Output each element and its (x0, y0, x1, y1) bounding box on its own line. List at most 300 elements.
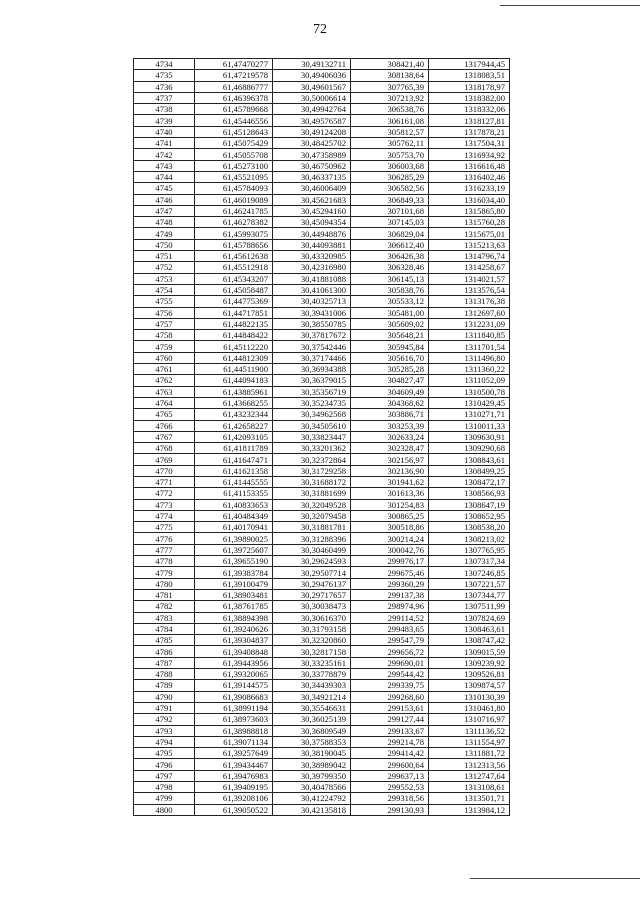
longitude-cell: 30,46750962 (273, 160, 351, 171)
table-row (134, 307, 510, 318)
y-coordinate-cell: 1317944,45 (429, 59, 510, 70)
y-coordinate-cell: 1311701,54 (429, 341, 510, 352)
latitude-cell: 61,42093105 (195, 431, 273, 442)
latitude-cell: 61,46241785 (195, 205, 273, 216)
x-coordinate-cell: 305481,00 (351, 307, 429, 318)
table-row (134, 171, 510, 182)
point-number-cell: 4734 (134, 59, 195, 70)
latitude-cell: 61,39408848 (195, 646, 273, 657)
point-number-cell: 4791 (134, 702, 195, 713)
latitude-cell: 61,47470277 (195, 59, 273, 70)
latitude-cell: 61,39890025 (195, 533, 273, 544)
x-coordinate-cell: 302136,90 (351, 465, 429, 476)
point-number-cell: 4769 (134, 454, 195, 465)
point-number-cell: 4778 (134, 556, 195, 567)
y-coordinate-cell: 1313576,54 (429, 284, 510, 295)
y-coordinate-cell: 1318332,06 (429, 104, 510, 115)
y-coordinate-cell: 1311881,72 (429, 748, 510, 759)
point-number-cell: 4792 (134, 714, 195, 725)
latitude-cell: 61,40170941 (195, 522, 273, 533)
y-coordinate-cell: 1313108,61 (429, 782, 510, 793)
point-number-cell: 4799 (134, 793, 195, 804)
x-coordinate-cell: 299690,01 (351, 657, 429, 668)
table-row (134, 318, 510, 329)
latitude-cell: 61,43232344 (195, 409, 273, 420)
table-row (134, 635, 510, 646)
longitude-cell: 30,31881699 (273, 488, 351, 499)
y-coordinate-cell: 1312231,09 (429, 318, 510, 329)
x-coordinate-cell: 306161,08 (351, 115, 429, 126)
table-row (134, 183, 510, 194)
table-row (134, 782, 510, 793)
table-row (134, 149, 510, 160)
longitude-cell: 30,30616370 (273, 612, 351, 623)
longitude-cell: 30,37174466 (273, 352, 351, 363)
y-coordinate-cell: 1308463,61 (429, 623, 510, 634)
longitude-cell: 30,32049528 (273, 499, 351, 510)
x-coordinate-cell: 299137,38 (351, 589, 429, 600)
longitude-cell: 30,29476137 (273, 578, 351, 589)
longitude-cell: 30,49601567 (273, 81, 351, 92)
y-coordinate-cell: 1309015,59 (429, 646, 510, 657)
latitude-cell: 61,42658227 (195, 420, 273, 431)
point-number-cell: 4779 (134, 567, 195, 578)
longitude-cell: 30,47358989 (273, 149, 351, 160)
point-number-cell: 4735 (134, 70, 195, 81)
latitude-cell: 61,38991194 (195, 702, 273, 713)
point-number-cell: 4795 (134, 748, 195, 759)
longitude-cell: 30,49132711 (273, 59, 351, 70)
longitude-cell: 30,42135818 (273, 804, 351, 815)
longitude-cell: 30,33235161 (273, 657, 351, 668)
x-coordinate-cell: 303886,71 (351, 409, 429, 420)
latitude-cell: 61,39257649 (195, 748, 273, 759)
latitude-cell: 61,41445555 (195, 476, 273, 487)
table-row (134, 138, 510, 149)
point-number-cell: 4789 (134, 680, 195, 691)
point-number-cell: 4739 (134, 115, 195, 126)
table-row (134, 443, 510, 454)
latitude-cell: 61,44511900 (195, 364, 273, 375)
point-number-cell: 4790 (134, 691, 195, 702)
x-coordinate-cell: 303253,39 (351, 420, 429, 431)
latitude-cell: 61,39383784 (195, 567, 273, 578)
x-coordinate-cell: 305838,76 (351, 284, 429, 295)
table-row (134, 115, 510, 126)
table-row (134, 488, 510, 499)
point-number-cell: 4741 (134, 138, 195, 149)
point-number-cell: 4777 (134, 544, 195, 555)
y-coordinate-cell: 1310130,39 (429, 691, 510, 702)
point-number-cell: 4756 (134, 307, 195, 318)
table-row (134, 669, 510, 680)
x-coordinate-cell: 304827,47 (351, 375, 429, 386)
latitude-cell: 61,40833653 (195, 499, 273, 510)
longitude-cell: 30,45094354 (273, 217, 351, 228)
x-coordinate-cell: 299976,17 (351, 556, 429, 567)
latitude-cell: 61,39208106 (195, 793, 273, 804)
point-number-cell: 4770 (134, 465, 195, 476)
y-coordinate-cell: 1311496,80 (429, 352, 510, 363)
latitude-cell: 61,45058487 (195, 284, 273, 295)
table-row (134, 748, 510, 759)
table-row (134, 409, 510, 420)
longitude-cell: 30,38989042 (273, 759, 351, 770)
longitude-cell: 30,31881781 (273, 522, 351, 533)
y-coordinate-cell: 1318178,97 (429, 81, 510, 92)
latitude-cell: 61,39144575 (195, 680, 273, 691)
table-row (134, 341, 510, 352)
table-row (134, 104, 510, 115)
x-coordinate-cell: 302156,97 (351, 454, 429, 465)
longitude-cell: 30,49406036 (273, 70, 351, 81)
x-coordinate-cell: 306003,68 (351, 160, 429, 171)
x-coordinate-cell: 300865,25 (351, 510, 429, 521)
longitude-cell: 30,41061300 (273, 284, 351, 295)
latitude-cell: 61,39476983 (195, 770, 273, 781)
latitude-cell: 61,40484349 (195, 510, 273, 521)
longitude-cell: 30,31729258 (273, 465, 351, 476)
latitude-cell: 61,43885961 (195, 386, 273, 397)
point-number-cell: 4737 (134, 92, 195, 103)
y-coordinate-cell: 1316402,46 (429, 171, 510, 182)
longitude-cell: 30,32320860 (273, 635, 351, 646)
latitude-cell: 61,44822135 (195, 318, 273, 329)
latitude-cell: 61,45446556 (195, 115, 273, 126)
x-coordinate-cell: 305616,70 (351, 352, 429, 363)
latitude-cell: 61,44775369 (195, 296, 273, 307)
x-coordinate-cell: 305648,21 (351, 330, 429, 341)
longitude-cell: 30,40478566 (273, 782, 351, 793)
longitude-cell: 30,49942764 (273, 104, 351, 115)
y-coordinate-cell: 1307511,99 (429, 601, 510, 612)
x-coordinate-cell: 306145,13 (351, 273, 429, 284)
latitude-cell: 61,45273100 (195, 160, 273, 171)
longitude-cell: 30,40325713 (273, 296, 351, 307)
latitude-cell: 61,46019089 (195, 194, 273, 205)
y-coordinate-cell: 1307344,77 (429, 589, 510, 600)
table-row (134, 612, 510, 623)
table-row (134, 273, 510, 284)
longitude-cell: 30,31288396 (273, 533, 351, 544)
y-coordinate-cell: 1311840,85 (429, 330, 510, 341)
longitude-cell: 30,44093881 (273, 239, 351, 250)
table-row (134, 646, 510, 657)
point-number-cell: 4798 (134, 782, 195, 793)
y-coordinate-cell: 1313176,38 (429, 296, 510, 307)
point-number-cell: 4784 (134, 623, 195, 634)
latitude-cell: 61,39320065 (195, 669, 273, 680)
table-row (134, 601, 510, 612)
longitude-cell: 30,34921214 (273, 691, 351, 702)
y-coordinate-cell: 1307221,57 (429, 578, 510, 589)
y-coordinate-cell: 1312313,56 (429, 759, 510, 770)
longitude-cell: 30,43320985 (273, 251, 351, 262)
longitude-cell: 30,46006409 (273, 183, 351, 194)
latitude-cell: 61,39100479 (195, 578, 273, 589)
y-coordinate-cell: 1309239,92 (429, 657, 510, 668)
point-number-cell: 4740 (134, 126, 195, 137)
longitude-cell: 30,29624593 (273, 556, 351, 567)
y-coordinate-cell: 1308472,17 (429, 476, 510, 487)
longitude-cell: 30,34439303 (273, 680, 351, 691)
point-number-cell: 4761 (134, 364, 195, 375)
y-coordinate-cell: 1309290,68 (429, 443, 510, 454)
longitude-cell: 30,37588353 (273, 736, 351, 747)
x-coordinate-cell: 306538,76 (351, 104, 429, 115)
table-row (134, 793, 510, 804)
y-coordinate-cell: 1314021,57 (429, 273, 510, 284)
point-number-cell: 4772 (134, 488, 195, 499)
x-coordinate-cell: 299360,29 (351, 578, 429, 589)
y-coordinate-cell: 1309874,57 (429, 680, 510, 691)
latitude-cell: 61,46278382 (195, 217, 273, 228)
table-row (134, 296, 510, 307)
point-number-cell: 4751 (134, 251, 195, 262)
table-row (134, 680, 510, 691)
y-coordinate-cell: 1318083,51 (429, 70, 510, 81)
point-number-cell: 4753 (134, 273, 195, 284)
table-row (134, 330, 510, 341)
x-coordinate-cell: 305533,12 (351, 296, 429, 307)
x-coordinate-cell: 299318,56 (351, 793, 429, 804)
x-coordinate-cell: 299127,44 (351, 714, 429, 725)
x-coordinate-cell: 299483,65 (351, 623, 429, 634)
latitude-cell: 61,39086683 (195, 691, 273, 702)
point-number-cell: 4759 (134, 341, 195, 352)
point-number-cell: 4745 (134, 183, 195, 194)
table-row (134, 702, 510, 713)
x-coordinate-cell: 302328,47 (351, 443, 429, 454)
table-row (134, 59, 510, 70)
y-coordinate-cell: 1312697,60 (429, 307, 510, 318)
x-coordinate-cell: 299268,60 (351, 691, 429, 702)
latitude-cell: 61,46396378 (195, 92, 273, 103)
x-coordinate-cell: 304609,49 (351, 386, 429, 397)
x-coordinate-cell: 299600,64 (351, 759, 429, 770)
point-number-cell: 4773 (134, 499, 195, 510)
y-coordinate-cell: 1312747,64 (429, 770, 510, 781)
x-coordinate-cell: 305945,84 (351, 341, 429, 352)
y-coordinate-cell: 1308647,19 (429, 499, 510, 510)
x-coordinate-cell: 305812,57 (351, 126, 429, 137)
point-number-cell: 4754 (134, 284, 195, 295)
point-number-cell: 4764 (134, 397, 195, 408)
y-coordinate-cell: 1318382,00 (429, 92, 510, 103)
longitude-cell: 30,33823447 (273, 431, 351, 442)
latitude-cell: 61,38988818 (195, 725, 273, 736)
latitude-cell: 61,41621358 (195, 465, 273, 476)
y-coordinate-cell: 1307246,85 (429, 567, 510, 578)
latitude-cell: 61,39409195 (195, 782, 273, 793)
y-coordinate-cell: 1307765,95 (429, 544, 510, 555)
longitude-cell: 30,49124208 (273, 126, 351, 137)
longitude-cell: 30,45294160 (273, 205, 351, 216)
x-coordinate-cell: 299552,53 (351, 782, 429, 793)
longitude-cell: 30,42316980 (273, 262, 351, 273)
longitude-cell: 30,35356719 (273, 386, 351, 397)
point-number-cell: 4748 (134, 217, 195, 228)
x-coordinate-cell: 299114,52 (351, 612, 429, 623)
latitude-cell: 61,45075429 (195, 138, 273, 149)
latitude-cell: 61,44848422 (195, 330, 273, 341)
y-coordinate-cell: 1313984,12 (429, 804, 510, 815)
longitude-cell: 30,41881088 (273, 273, 351, 284)
point-number-cell: 4781 (134, 589, 195, 600)
table-row (134, 431, 510, 442)
longitude-cell: 30,36809549 (273, 725, 351, 736)
x-coordinate-cell: 306285,29 (351, 171, 429, 182)
latitude-cell: 61,41811789 (195, 443, 273, 454)
x-coordinate-cell: 299153,61 (351, 702, 429, 713)
y-coordinate-cell: 1310011,33 (429, 420, 510, 431)
latitude-cell: 61,38761785 (195, 601, 273, 612)
point-number-cell: 4736 (134, 81, 195, 92)
point-number-cell: 4749 (134, 228, 195, 239)
x-coordinate-cell: 299656,72 (351, 646, 429, 657)
longitude-cell: 30,41224792 (273, 793, 351, 804)
latitude-cell: 61,41647471 (195, 454, 273, 465)
y-coordinate-cell: 1317878,21 (429, 126, 510, 137)
latitude-cell: 61,38903481 (195, 589, 273, 600)
x-coordinate-cell: 299130,93 (351, 804, 429, 815)
latitude-cell: 61,45521095 (195, 171, 273, 182)
point-number-cell: 4758 (134, 330, 195, 341)
longitude-cell: 30,36025139 (273, 714, 351, 725)
latitude-cell: 61,43668255 (195, 397, 273, 408)
latitude-cell: 61,45343207 (195, 273, 273, 284)
latitude-cell: 61,45055708 (195, 149, 273, 160)
y-coordinate-cell: 1311052,09 (429, 375, 510, 386)
x-coordinate-cell: 306849,33 (351, 194, 429, 205)
table-row (134, 556, 510, 567)
table-row (134, 589, 510, 600)
x-coordinate-cell: 307101,68 (351, 205, 429, 216)
longitude-cell: 30,37542446 (273, 341, 351, 352)
latitude-cell: 61,41153355 (195, 488, 273, 499)
x-coordinate-cell: 301613,36 (351, 488, 429, 499)
x-coordinate-cell: 299675,46 (351, 567, 429, 578)
latitude-cell: 61,39240626 (195, 623, 273, 634)
x-coordinate-cell: 300042,76 (351, 544, 429, 555)
coordinates-table-body (134, 59, 510, 816)
table-row (134, 386, 510, 397)
longitude-cell: 30,34962568 (273, 409, 351, 420)
table-row (134, 725, 510, 736)
point-number-cell: 4762 (134, 375, 195, 386)
longitude-cell: 30,45621683 (273, 194, 351, 205)
longitude-cell: 30,39431006 (273, 307, 351, 318)
y-coordinate-cell: 1308213,02 (429, 533, 510, 544)
longitude-cell: 30,35546631 (273, 702, 351, 713)
latitude-cell: 61,39304837 (195, 635, 273, 646)
table-row (134, 205, 510, 216)
y-coordinate-cell: 1316934,92 (429, 149, 510, 160)
table-row (134, 92, 510, 103)
point-number-cell: 4757 (134, 318, 195, 329)
y-coordinate-cell: 1317504,31 (429, 138, 510, 149)
table-row (134, 623, 510, 634)
table-row (134, 759, 510, 770)
table-row (134, 533, 510, 544)
longitude-cell: 30,38190045 (273, 748, 351, 759)
longitude-cell: 30,33201362 (273, 443, 351, 454)
table-row (134, 544, 510, 555)
point-number-cell: 4782 (134, 601, 195, 612)
latitude-cell: 61,45784093 (195, 183, 273, 194)
table-row (134, 126, 510, 137)
longitude-cell: 30,30460499 (273, 544, 351, 555)
x-coordinate-cell: 307213,92 (351, 92, 429, 103)
longitude-cell: 30,31793158 (273, 623, 351, 634)
point-number-cell: 4768 (134, 443, 195, 454)
longitude-cell: 30,32372864 (273, 454, 351, 465)
table-row (134, 81, 510, 92)
latitude-cell: 61,39443956 (195, 657, 273, 668)
table-row (134, 228, 510, 239)
x-coordinate-cell: 298974,96 (351, 601, 429, 612)
y-coordinate-cell: 1308566,93 (429, 488, 510, 499)
x-coordinate-cell: 306582,56 (351, 183, 429, 194)
longitude-cell: 30,30038473 (273, 601, 351, 612)
point-number-cell: 4771 (134, 476, 195, 487)
latitude-cell: 61,39050522 (195, 804, 273, 815)
point-number-cell: 4763 (134, 386, 195, 397)
table-row (134, 736, 510, 747)
x-coordinate-cell: 305285,28 (351, 364, 429, 375)
point-number-cell: 4750 (134, 239, 195, 250)
point-number-cell: 4783 (134, 612, 195, 623)
y-coordinate-cell: 1307317,34 (429, 556, 510, 567)
point-number-cell: 4775 (134, 522, 195, 533)
latitude-cell: 61,44812309 (195, 352, 273, 363)
x-coordinate-cell: 305753,70 (351, 149, 429, 160)
table-row (134, 770, 510, 781)
longitude-cell: 30,37817672 (273, 330, 351, 341)
table-row (134, 522, 510, 533)
table-row (134, 476, 510, 487)
table-row (134, 70, 510, 81)
point-number-cell: 4744 (134, 171, 195, 182)
point-number-cell: 4796 (134, 759, 195, 770)
x-coordinate-cell: 299637,13 (351, 770, 429, 781)
y-coordinate-cell: 1316616,48 (429, 160, 510, 171)
table-row (134, 804, 510, 815)
point-number-cell: 4797 (134, 770, 195, 781)
x-coordinate-cell: 299214,78 (351, 736, 429, 747)
table-row (134, 284, 510, 295)
point-number-cell: 4780 (134, 578, 195, 589)
y-coordinate-cell: 1308652,95 (429, 510, 510, 521)
point-number-cell: 4747 (134, 205, 195, 216)
latitude-cell: 61,39434467 (195, 759, 273, 770)
y-coordinate-cell: 1310429,45 (429, 397, 510, 408)
table-row (134, 364, 510, 375)
x-coordinate-cell: 308421,40 (351, 59, 429, 70)
x-coordinate-cell: 299133,67 (351, 725, 429, 736)
top-edge-rule (500, 5, 640, 6)
longitude-cell: 30,39799350 (273, 770, 351, 781)
table-row (134, 714, 510, 725)
longitude-cell: 30,33778879 (273, 669, 351, 680)
y-coordinate-cell: 1308538,20 (429, 522, 510, 533)
y-coordinate-cell: 1313501,71 (429, 793, 510, 804)
y-coordinate-cell: 1315760,28 (429, 217, 510, 228)
point-number-cell: 4787 (134, 657, 195, 668)
x-coordinate-cell: 306612,40 (351, 239, 429, 250)
table-row (134, 691, 510, 702)
longitude-cell: 30,38550785 (273, 318, 351, 329)
